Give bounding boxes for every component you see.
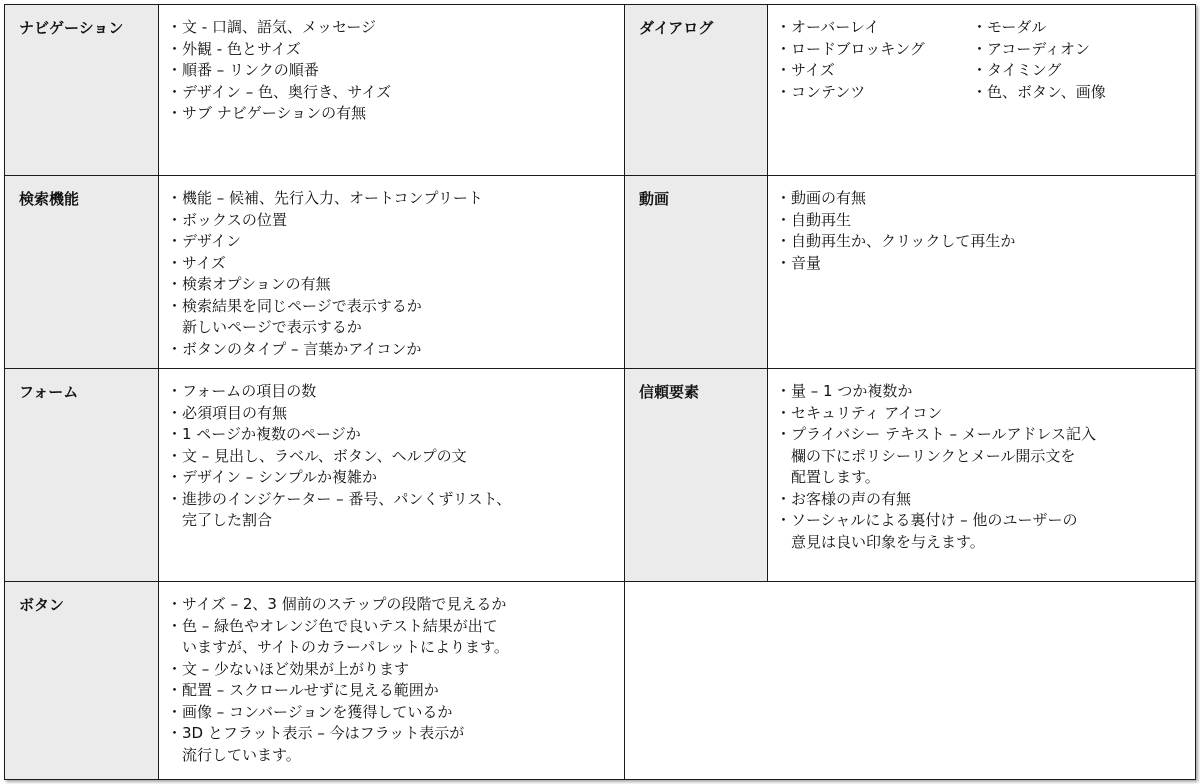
list-item: ・ 外観 - 色とサイズ bbox=[171, 39, 610, 61]
dialog-list-left bbox=[780, 17, 976, 103]
list-item: ・ サブ ナビゲーションの有無 bbox=[171, 103, 610, 125]
dialog-label: ダイアログ bbox=[639, 19, 714, 37]
list-item: ・ セキュリティ アイコン bbox=[780, 403, 1181, 425]
search-label-cell bbox=[4, 175, 159, 369]
list-item: ・ 検索結果を同じページで表示するか 新しいページで表示するか bbox=[171, 296, 610, 339]
video-label: 動画 bbox=[639, 190, 670, 208]
list-item: ・ 順番 – リンクの順番 bbox=[171, 60, 610, 82]
list-item: ・ ボタンのタイプ – 言葉かアイコンか bbox=[171, 339, 610, 361]
navigation-content-cell bbox=[158, 4, 625, 176]
form-label: フォーム bbox=[19, 383, 79, 401]
dialog-list-right bbox=[976, 17, 1172, 103]
form-label-cell bbox=[4, 368, 159, 582]
video-content-cell bbox=[767, 175, 1196, 369]
video-label-cell bbox=[624, 175, 768, 369]
list-item: ・ ソーシャルによる裏付け – 他のユーザーの 意見は良い印象を与えます。 bbox=[780, 510, 1181, 553]
search-content-cell bbox=[158, 175, 625, 369]
list-item: ・ モーダル bbox=[976, 17, 1172, 39]
list-item: ・ 文 – 見出し、ラベル、ボタン、ヘルプの文 bbox=[171, 446, 610, 468]
list-item: ・ 動画の有無 bbox=[780, 188, 1181, 210]
list-item: ・ 自動再生か、クリックして再生か bbox=[780, 231, 1181, 253]
list-item: ・ お客様の声の有無 bbox=[780, 489, 1181, 511]
list-item: ・ オーバーレイ bbox=[780, 17, 976, 39]
list-item: ・ 量 – 1 つか複数か bbox=[780, 381, 1181, 403]
list-item: ・ ボックスの位置 bbox=[171, 210, 610, 232]
button-label-cell bbox=[4, 581, 159, 780]
search-list bbox=[171, 188, 610, 360]
list-item: ・ アコーディオン bbox=[976, 39, 1172, 61]
list-item: ・ ロードブロッキング bbox=[780, 39, 976, 61]
checklist-table bbox=[4, 4, 1196, 780]
navigation-label: ナビゲーション bbox=[19, 19, 124, 37]
list-item: ・ サイズ bbox=[780, 60, 976, 82]
list-item: ・ 画像 – コンバージョンを獲得しているか bbox=[171, 702, 610, 724]
dialog-columns bbox=[780, 17, 1181, 103]
list-item: ・ デザイン bbox=[171, 231, 610, 253]
list-item: ・ 必須項目の有無 bbox=[171, 403, 610, 425]
list-item: ・ 進捗のインジケーター – 番号、パンくずリスト、 完了した割合 bbox=[171, 489, 610, 532]
list-item: ・ フォームの項目の数 bbox=[171, 381, 610, 403]
button-list bbox=[171, 594, 610, 766]
list-item: ・ デザイン – シンプルか複雑か bbox=[171, 467, 610, 489]
form-content-cell bbox=[158, 368, 625, 582]
navigation-list bbox=[171, 17, 610, 125]
list-item: ・ タイミング bbox=[976, 60, 1172, 82]
trust-label: 信頼要素 bbox=[639, 383, 700, 401]
empty-cell bbox=[624, 581, 1196, 780]
list-item: ・ サイズ bbox=[171, 253, 610, 275]
form-list bbox=[171, 381, 610, 532]
list-item: ・ 機能 – 候補、先行入力、オートコンプリート bbox=[171, 188, 610, 210]
dialog-content-cell bbox=[767, 4, 1196, 176]
list-item: ・ 文 – 少ないほど効果が上がります bbox=[171, 659, 610, 681]
list-item: ・ 色 – 緑色やオレンジ色で良いテスト結果が出て いますが、サイトのカラーパレットによります。 bbox=[171, 616, 610, 659]
list-item: ・ 色、ボタン、画像 bbox=[976, 82, 1172, 104]
video-list bbox=[780, 188, 1181, 274]
trust-list bbox=[780, 381, 1181, 553]
list-item: ・ デザイン – 色、奥行き、サイズ bbox=[171, 82, 610, 104]
list-item: ・ 検索オプションの有無 bbox=[171, 274, 610, 296]
list-item: ・ コンテンツ bbox=[780, 82, 976, 104]
list-item: ・ 1 ページか複数のページか bbox=[171, 424, 610, 446]
trust-label-cell bbox=[624, 368, 768, 582]
trust-content-cell bbox=[767, 368, 1196, 582]
list-item: ・ 文 - 口調、語気、メッセージ bbox=[171, 17, 610, 39]
button-content-cell bbox=[158, 581, 625, 780]
button-label: ボタン bbox=[19, 596, 65, 614]
navigation-label-cell bbox=[4, 4, 159, 176]
search-label: 検索機能 bbox=[19, 190, 80, 208]
list-item: ・ 3D とフラット表示 – 今はフラット表示が 流行しています。 bbox=[171, 723, 610, 766]
dialog-label-cell bbox=[624, 4, 768, 176]
list-item: ・ 自動再生 bbox=[780, 210, 1181, 232]
list-item: ・ 音量 bbox=[780, 253, 1181, 275]
list-item: ・ 配置 – スクロールせずに見える範囲か bbox=[171, 680, 610, 702]
list-item: ・ プライバシー テキスト – メールアドレス記入 欄の下にポリシーリンクとメール開示文を 配置します。 bbox=[780, 424, 1181, 489]
list-item: ・ サイズ – 2、3 個前のステップの段階で見えるか bbox=[171, 594, 610, 616]
